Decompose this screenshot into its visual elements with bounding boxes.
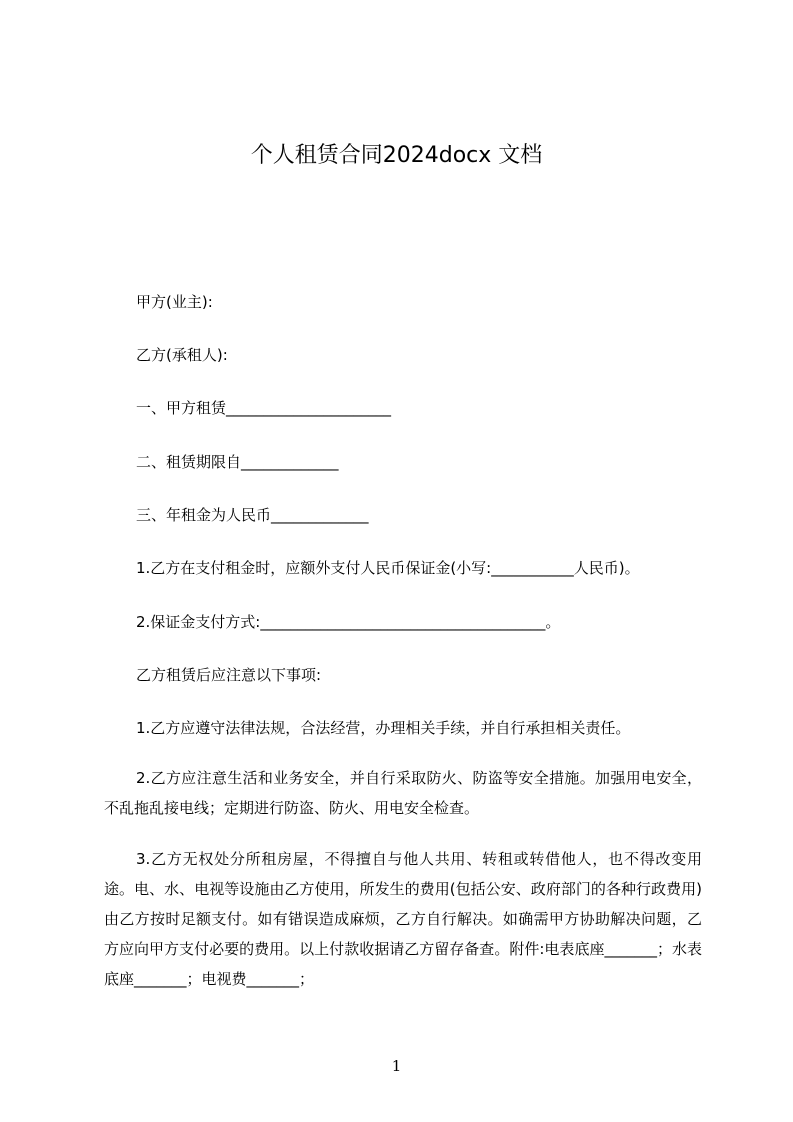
document-title: 个人租赁合同2024docx 文档 — [250, 143, 543, 168]
page-number: 1 — [391, 1057, 402, 1075]
note-1-paragraph: 1.乙方应遵守法律法规，合法经营，办理相关手续，并自行承担相关责任。 — [136, 719, 631, 737]
notes-heading: 乙方租赁后应注意以下事项: — [136, 666, 322, 684]
section-3-rent-line: 三、年租金为人民币_____________ — [136, 506, 369, 524]
party-b-line: 乙方(承租人): — [136, 346, 228, 364]
party-a-line: 甲方(业主): — [136, 293, 213, 311]
note-3-paragraph: 3.乙方无权处分所租房屋，不得擅自与他人共用、转租或转借他人，也不得改变用途。电、水、电视等设施由乙方使用，所发生的费用(包括公安、政府部门的各种行政费用)由乙方按时足额支付。如有错误造成麻烦，乙方自行解决。如确需甲方协助解决问题，乙方应向甲方支付必要的费用。以上付款收据请乙方留存备查。附件:电表底座_______；水表底座_______；电视费_______； — [104, 850, 702, 988]
section-1-lease-line: 一、甲方租赁______________________ — [136, 399, 392, 417]
deposit-payment-method-clause: 2.保证金支付方式:______________________________________。 — [136, 613, 561, 631]
note-2-paragraph: 2.乙方应注意生活和业务安全，并自行采取防火、防盗等安全措施。加强用电安全，不乱拖乱接电线；定期进行防盗、防火、用电安全检查。 — [104, 769, 702, 817]
section-2-term-line: 二、租赁期限自_____________ — [136, 453, 339, 471]
deposit-clause: 1.乙方在支付租金时，应额外支付人民币保证金(小写:___________人民币)。 — [136, 559, 640, 577]
